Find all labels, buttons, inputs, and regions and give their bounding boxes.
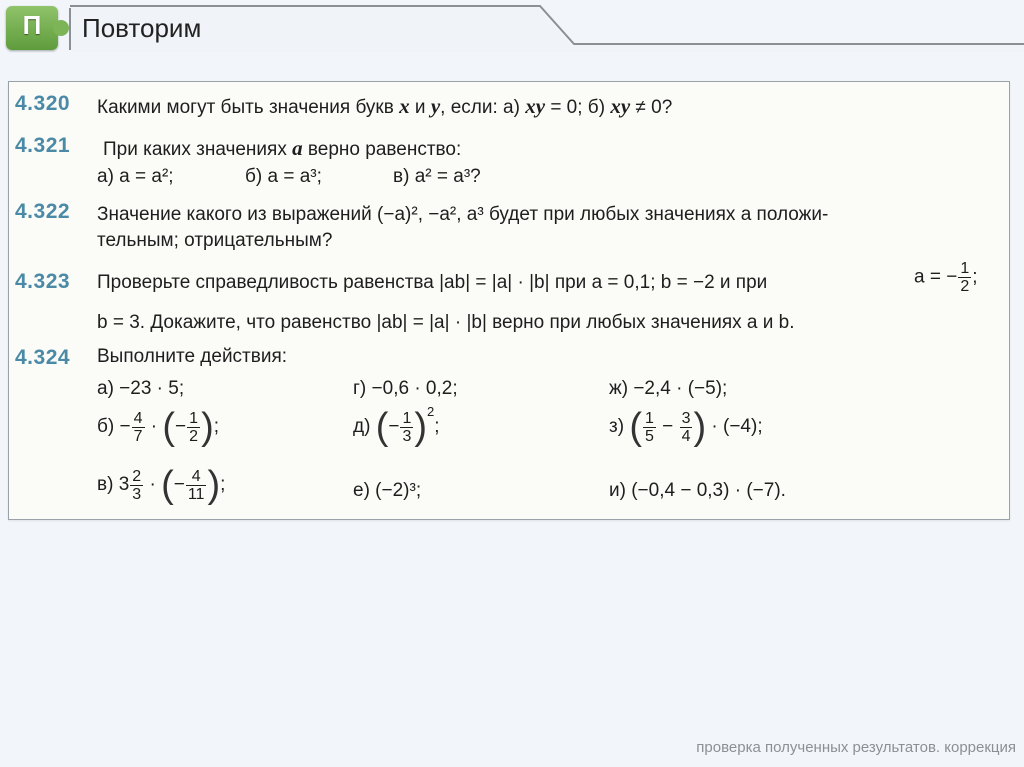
task-g: г) −0,6 · 0,2; <box>353 378 458 399</box>
badge-letter: П <box>22 10 42 40</box>
problem-4-323-line-2: b = 3. Докажите, что равенство |ab| = |a| · |b| верно при любых значениях a и b. <box>97 312 795 333</box>
task-v: в) 3 $\frac{2}{3}$ · (− $\frac{4}{11}$ ); <box>97 464 226 506</box>
problem-4-321-option-a: а) a = a²; <box>97 166 174 187</box>
task-zh: ж) −2,4 · (−5); <box>609 378 728 399</box>
problem-4-323-a-value: a = − $\frac{1}{2}$ ; <box>914 260 978 295</box>
task-b: б) − $\frac{4}{7}$ · (− $\frac{1}{2}$ ); <box>97 406 219 448</box>
problem-number-4-321: 4.321 <box>15 134 71 157</box>
title-bar <box>0 0 1024 60</box>
problem-4-322-line-1: Значение какого из выражений (−a)², −a², a³ будет при любых значениях a положи- <box>97 204 829 225</box>
task-a: а) −23 · 5; <box>97 378 185 399</box>
task-i: и) (−0,4 − 0,3) · (−7). <box>609 480 786 501</box>
problem-4-321-option-b: б) a = a³; <box>245 166 322 187</box>
problem-4-321-option-c: в) a² = a³? <box>393 166 481 187</box>
task-z: з) ( $\frac{1}{5}$ − $\frac{3}{4}$ ) · (−4); <box>609 406 763 448</box>
problem-4-324-heading: Выполните действия: <box>97 346 288 367</box>
task-e: е) (−2)³; <box>353 480 422 501</box>
textbook-problems-panel <box>8 81 1010 520</box>
problem-4-323-line-1: Проверьте справедливость равенства |ab| = |a| · |b| при a = 0,1; b = −2 и при <box>97 272 768 293</box>
problem-number-4-323: 4.323 <box>15 270 71 293</box>
problem-4-322-line-2: тельным; отрицательным? <box>97 230 333 251</box>
problem-4-321-text: При каких значениях a верно равенство: <box>103 136 462 160</box>
fraction-one-half: $\frac{1}{2}$ <box>960 260 970 295</box>
problem-number-4-320: 4.320 <box>15 92 71 115</box>
problem-4-320-text: Какими могут быть значения букв x и y, если: а) xy = 0; б) xy ≠ 0? <box>97 94 673 118</box>
slide-title: Повторим <box>82 13 202 43</box>
problem-number-4-322: 4.322 <box>15 200 71 223</box>
puzzle-badge-icon <box>6 6 58 50</box>
footer-caption: проверка полученных результатов. коррекция <box>696 739 1016 756</box>
task-d: д) (− $\frac{1}{3}$ )$^2$; <box>353 404 440 448</box>
problem-number-4-324: 4.324 <box>15 346 71 369</box>
